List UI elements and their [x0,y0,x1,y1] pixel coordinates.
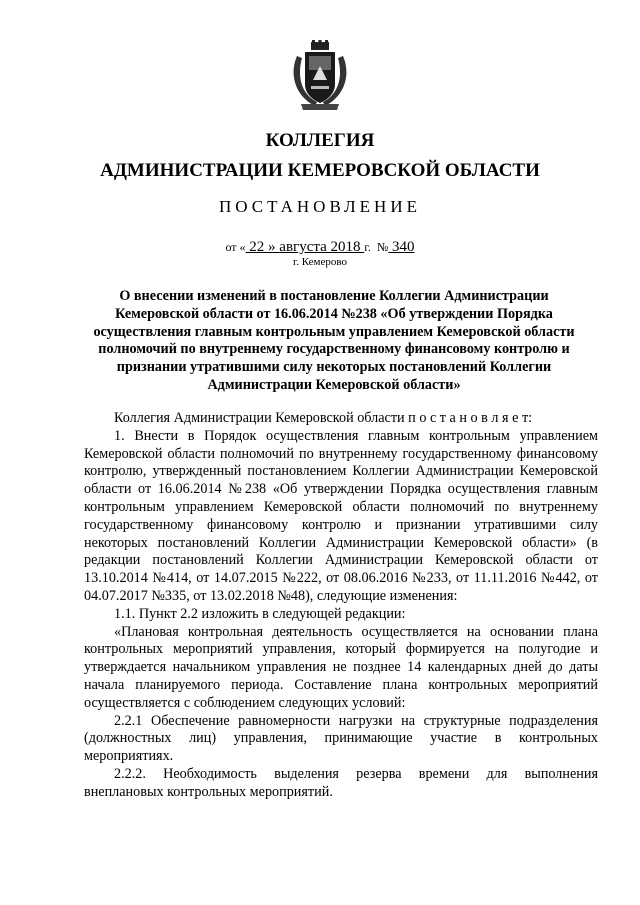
kemerovo-coat-of-arms-icon [291,40,349,112]
date-prefix: от « [225,240,246,254]
body-paragraph: 2.2.1 Обеспечение равномерности нагрузки на структурные подразделения (должностных лиц) управления, принимающие участие в контрольных мероприятиях. [84,712,598,765]
body-paragraph: 1. Внести в Порядок осуществления главным контрольным управлением Кемеровской области полномочий по внутреннему государственному финансовому контролю, утвержденный постановлением Коллегии Администрации Кемеровской области от 16.06.2014 №238 «Об утверждении Порядка осуществления главным контрольным управлением Кемеровской области полномочий по внутреннему государственному финансовому контролю и признании утратившими силу некоторых постановлений Коллегии Администрации Кемеровской области» (в редакции постановлений Коллегии Администрации Кемеровской области от 13.10.2014 №414, от 14.07.2015 №222, от 08.06.2016 №233, от 11.11.2016 №442, от 04.07.2017 №335, от 13.02.2018 №48), следующие изменения: [84,427,598,604]
document-type: ПОСТАНОВЛЕНИЕ [218,197,421,216]
body-paragraph: Коллегия Администрации Кемеровской области п о с т а н о в л я е т: [114,410,533,426]
authority-title: КОЛЛЕГИЯ [265,130,375,151]
year-suffix: г. [364,240,371,254]
authority-subtitle: АДМИНИСТРАЦИИ КЕМЕРОВСКОЙ ОБЛАСТИ [100,160,540,181]
document-number: 340 [388,239,415,255]
date-sep: » [268,239,280,255]
date-month-year: августа 2018 [279,239,365,255]
city: г. Кемерово [292,256,348,268]
document-subject: О внесении изменений в постановление Коллегии Администрации Кемеровской области от 16.06.2014 №238 «Об утверждении Порядка осуществления главным контрольным управлением Кемеровской области полномочий по внутреннему государственному финансовому контролю и признании утратившими силу некоторых постановлений Коллегии Администрации Кемеровской области» [93,288,575,393]
date-line [0,239,640,255]
body-paragraph: «Плановая контрольная деятельность осуществляется на основании плана контрольных мероприятий управления, который формируется на полугодие и утверждается начальником управления не позднее 14 календарных дней до даты начала планируемого периода. Составление плана контрольных мероприятий осуществляется с соблюдением следующих условий: [84,623,598,711]
document-body [84,410,598,802]
body-paragraph: 2.2.2. Необходимость выделения резерва времени для выполнения внеплановых контрольных мероприятий. [84,765,598,800]
number-label: № [376,240,389,254]
body-paragraph: 1.1. Пункт 2.2 изложить в следующей редакции: [114,605,406,622]
date-day: 22 [245,239,269,255]
